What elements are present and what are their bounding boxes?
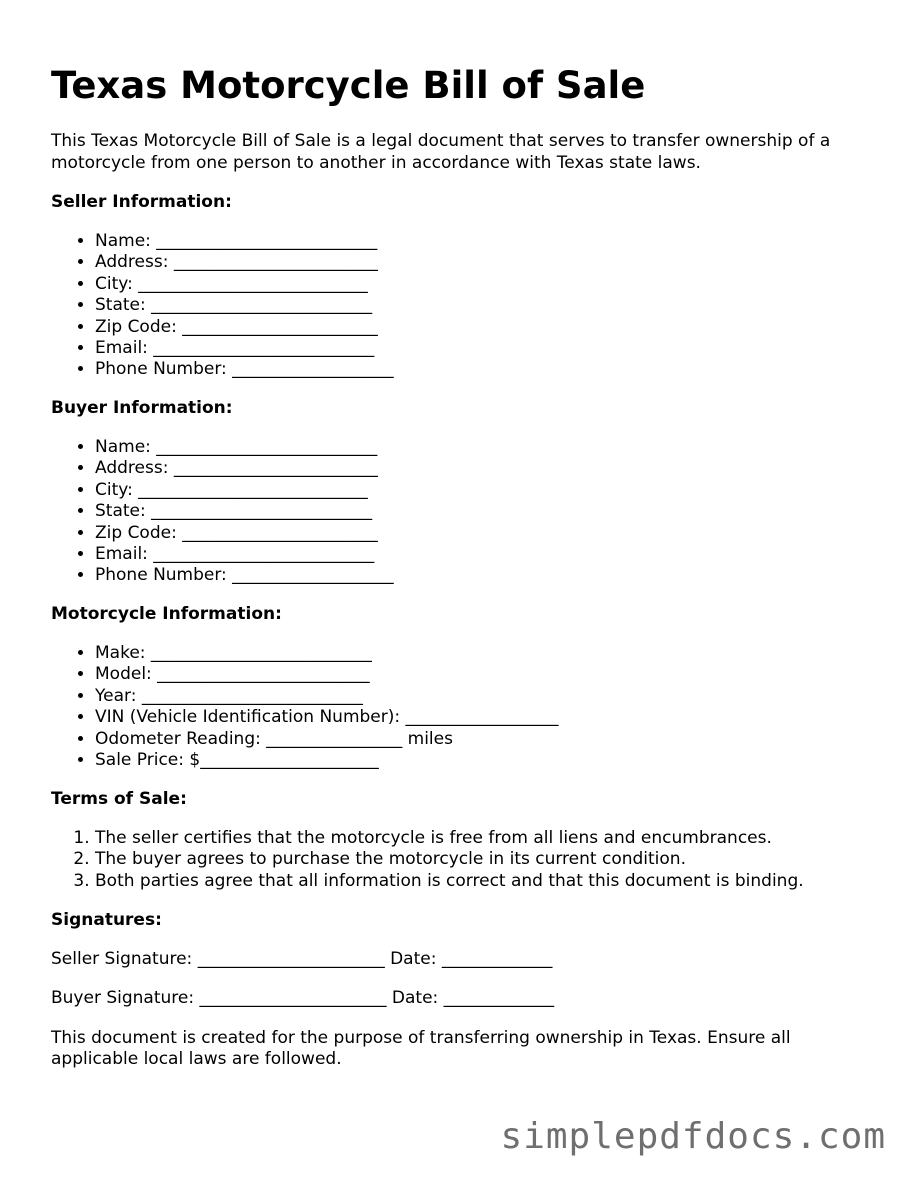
buyer-state-field[interactable]: • State: __________________________ bbox=[95, 501, 394, 522]
odometer-field[interactable]: • Odometer Reading: ________________ miles bbox=[95, 729, 559, 750]
seller-name-field[interactable]: • Name: __________________________ bbox=[95, 231, 394, 252]
seller-city-field[interactable]: • City: ___________________________ bbox=[95, 274, 394, 295]
closing-paragraph: This document is created for the purpose of transferring ownership in Texas. Ensure all applicable local laws are followed. bbox=[51, 1028, 791, 1069]
model-field[interactable]: • Model: _________________________ bbox=[95, 664, 559, 685]
buyer-address-field[interactable]: • Address: ________________________ bbox=[95, 458, 394, 479]
year-field[interactable]: • Year: __________________________ bbox=[95, 686, 559, 707]
buyer-zip-field[interactable]: • Zip Code: _______________________ bbox=[95, 523, 394, 544]
signatures-section-heading: Signatures: bbox=[51, 910, 162, 930]
make-field[interactable]: • Make: __________________________ bbox=[95, 643, 559, 664]
watermark-text: simplepdfdocs.com bbox=[500, 1116, 886, 1157]
term-item: 3. Both parties agree that all information is correct and that this document is binding. bbox=[95, 871, 804, 892]
motorcycle-section-heading: Motorcycle Information: bbox=[51, 604, 282, 624]
buyer-phone-field[interactable]: • Phone Number: ___________________ bbox=[95, 565, 394, 586]
terms-list bbox=[51, 828, 804, 892]
term-item: 2. The buyer agrees to purchase the motorcycle in its current condition. bbox=[95, 849, 804, 870]
page-title: Texas Motorcycle Bill of Sale bbox=[51, 64, 646, 107]
buyer-field-list bbox=[51, 437, 394, 587]
seller-state-field[interactable]: • State: __________________________ bbox=[95, 295, 394, 316]
seller-field-list bbox=[51, 231, 394, 381]
intro-paragraph: This Texas Motorcycle Bill of Sale is a legal document that serves to transfer ownership of a motorcycle from one person to another in accordance with Texas state laws. bbox=[51, 131, 831, 173]
seller-zip-field[interactable]: • Zip Code: _______________________ bbox=[95, 317, 394, 338]
buyer-signature-line[interactable]: Buyer Signature: ______________________ Date: _____________ bbox=[51, 988, 555, 1008]
sale-price-field[interactable]: • Sale Price: $_____________________ bbox=[95, 750, 559, 771]
motorcycle-field-list bbox=[51, 643, 559, 771]
seller-signature-line[interactable]: Seller Signature: ______________________ Date: _____________ bbox=[51, 949, 553, 969]
buyer-email-field[interactable]: • Email: __________________________ bbox=[95, 544, 394, 565]
seller-email-field[interactable]: • Email: __________________________ bbox=[95, 338, 394, 359]
seller-phone-field[interactable]: • Phone Number: ___________________ bbox=[95, 359, 394, 380]
buyer-section-heading: Buyer Information: bbox=[51, 398, 233, 418]
seller-address-field[interactable]: • Address: ________________________ bbox=[95, 252, 394, 273]
buyer-name-field[interactable]: • Name: __________________________ bbox=[95, 437, 394, 458]
term-item: 1. The seller certifies that the motorcycle is free from all liens and encumbrances. bbox=[95, 828, 804, 849]
buyer-city-field[interactable]: • City: ___________________________ bbox=[95, 480, 394, 501]
vin-field[interactable]: • VIN (Vehicle Identification Number): __________________ bbox=[95, 707, 559, 728]
terms-section-heading: Terms of Sale: bbox=[51, 789, 187, 809]
seller-section-heading: Seller Information: bbox=[51, 192, 232, 212]
